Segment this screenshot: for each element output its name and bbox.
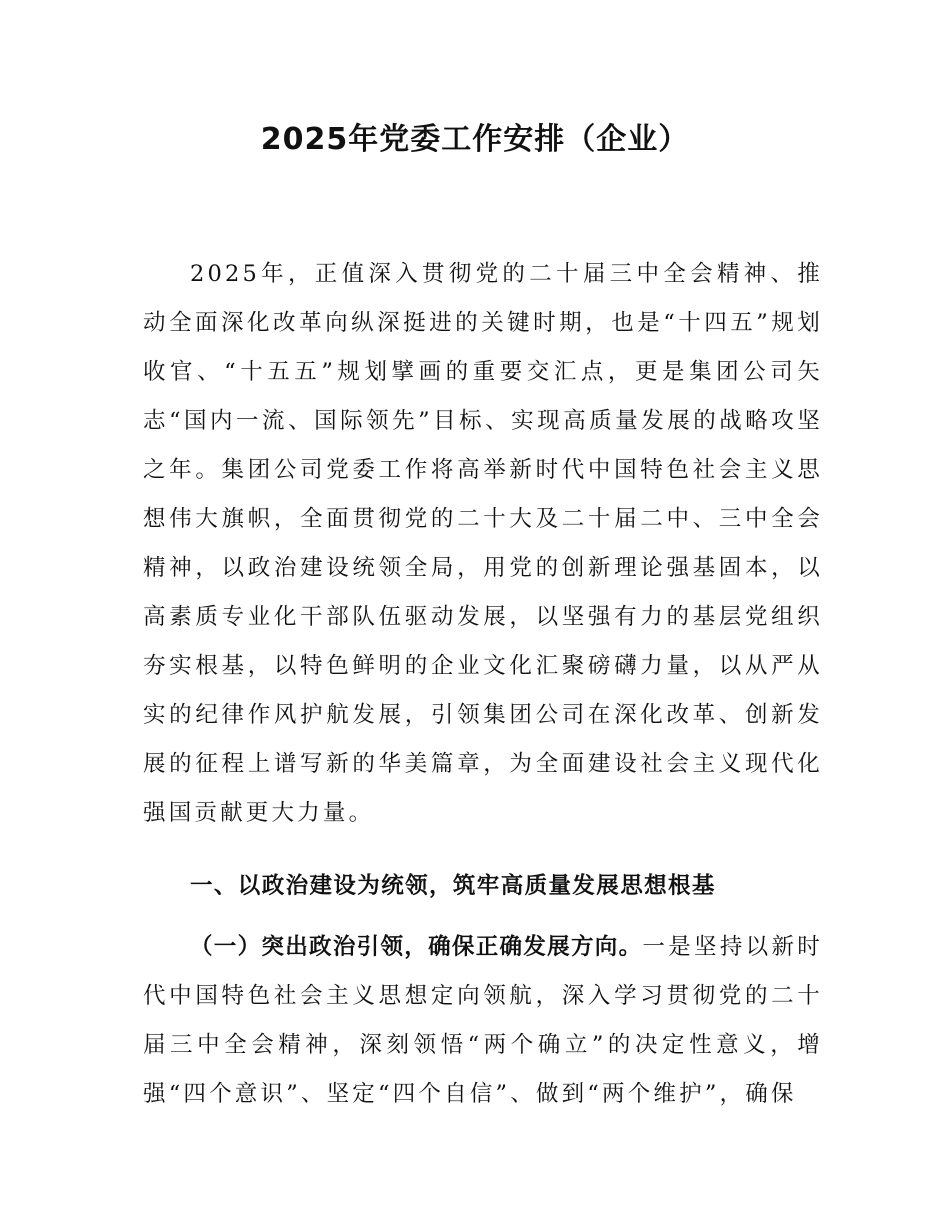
section-heading: 一、以政治建设为统领，筑牢高质量发展思想根基 bbox=[190, 873, 716, 899]
subsection-lead: （一）突出政治引领，确保正确发展方向。 bbox=[190, 934, 643, 960]
document-title: 2025年党委工作安排（企业） bbox=[260, 122, 690, 157]
intro-paragraph: 2025年，正值深入贯彻党的二十届三中全会精神、推动全面深化改革向纵深挺进的关键时期，也是“十四五”规划收官、“十五五”规划擘画的重要交汇点，更是集团公司矢志“国内一流、国际领先”目标、实现高质量发展的战略攻坚之年。集团公司党委工作将高举新时代中国特色社会主义思想伟大旗帜，全面贯彻党的二十大及二十届二中、三中全会精神，以政治建设统领全局，用党的创新理论强基固本，以高素质专业化干部队伍驱动发展，以坚强有力的基层党组织夯实根基，以特色鲜明的企业文化汇聚磅礴力量，以从严从实的纪律作风护航发展，引领集团公司在深化改革、创新发展的征程上谱写新的华美篇章，为全面建设社会主义现代化强国贡献更大力量。 bbox=[143, 261, 823, 826]
subsection-body: 一是坚持以新时代中国特色社会主义思想定向领航，深入学习贯彻党的二十届三中全会精神，深刻领悟“两个确立”的决定性意义，增强“四个意识”、坚定“四个自信”、做到“两个维护”，确保 bbox=[143, 934, 823, 1107]
subsection-paragraph bbox=[143, 923, 823, 1119]
